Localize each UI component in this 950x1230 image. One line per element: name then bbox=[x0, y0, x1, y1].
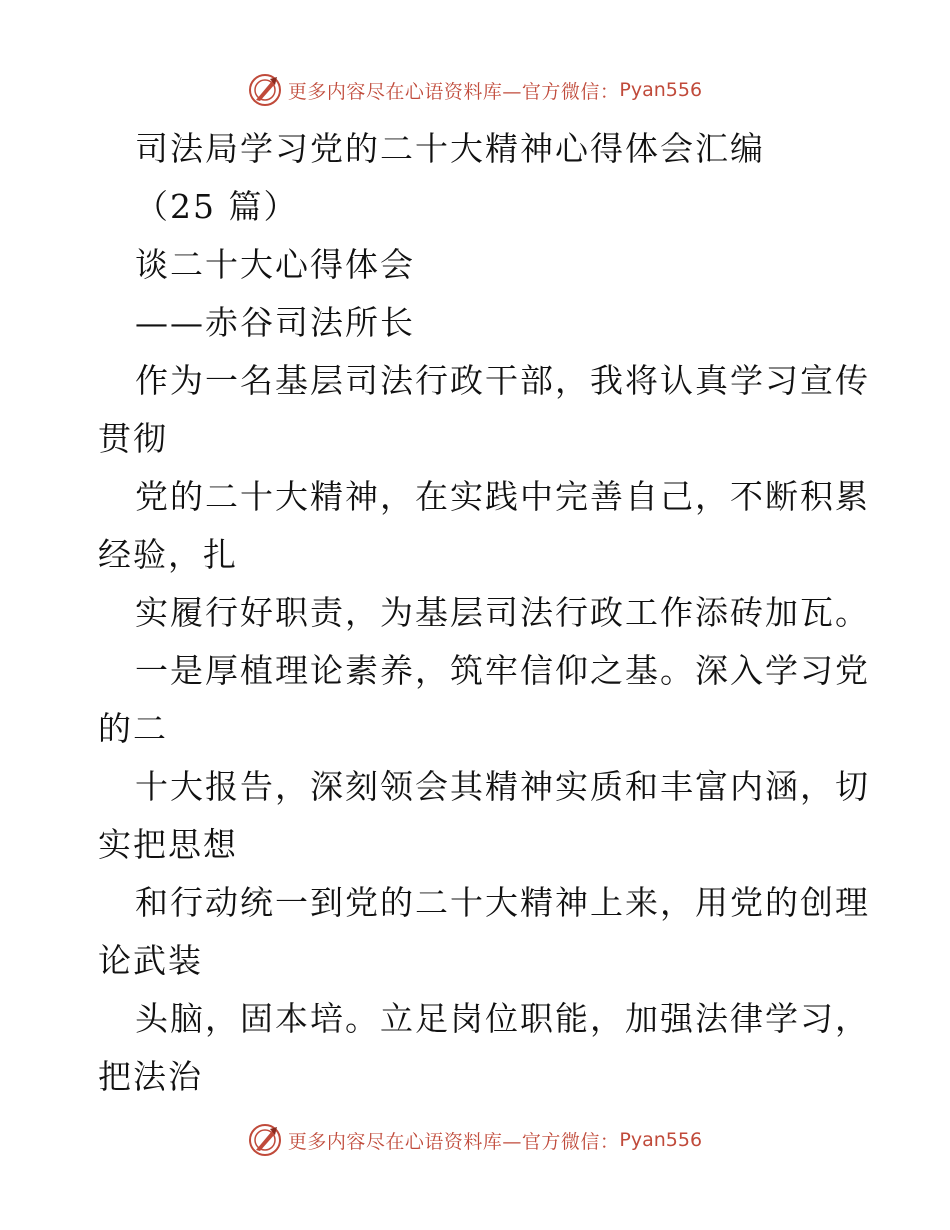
paragraph-line: 头脑，固本培。立足岗位职能，加强法律学习， bbox=[135, 999, 870, 1038]
paragraph-line: 贯彻 bbox=[98, 419, 168, 458]
paragraph-line: 论武装 bbox=[98, 941, 203, 980]
paragraph-line: 实履行好职责，为基层司法行政工作添砖加瓦。 bbox=[135, 593, 870, 632]
watermark-wechat-id: Pyan556 bbox=[619, 79, 703, 101]
section-heading: 谈二十大心得体会 bbox=[135, 245, 415, 284]
watermark-text: 更多内容尽在心语资料库—官方微信： bbox=[287, 80, 620, 103]
paragraph-line: 经验，扎 bbox=[98, 535, 238, 574]
watermark-banner-bottom bbox=[0, 1120, 950, 1160]
paragraph-line: 和行动统一到党的二十大精神上来，用党的创理 bbox=[135, 883, 870, 922]
paragraph-line: 党的二十大精神，在实践中完善自己，不断积累 bbox=[135, 477, 870, 516]
quill-logo-icon bbox=[248, 73, 282, 107]
quill-logo-icon bbox=[248, 1123, 282, 1157]
section-author: ——赤谷司法所长 bbox=[135, 303, 415, 342]
watermark-banner-top bbox=[0, 70, 950, 110]
paragraph-line: 一是厚植理论素养，筑牢信仰之基。深入学习党 bbox=[135, 651, 870, 690]
paragraph-line: 作为一名基层司法行政干部，我将认真学习宣传 bbox=[135, 361, 870, 400]
document-body bbox=[0, 120, 950, 1106]
paragraph-line: 把法治 bbox=[98, 1057, 203, 1096]
watermark-text: 更多内容尽在心语资料库—官方微信： bbox=[287, 1130, 620, 1153]
document-subtitle: （25 篇） bbox=[135, 187, 299, 226]
paragraph-line: 实把思想 bbox=[98, 825, 238, 864]
watermark-wechat-id: Pyan556 bbox=[619, 1129, 703, 1151]
paragraph-line: 十大报告，深刻领会其精神实质和丰富内涵，切 bbox=[135, 767, 870, 806]
paragraph-line: 的二 bbox=[98, 709, 168, 748]
document-title: 司法局学习党的二十大精神心得体会汇编 bbox=[135, 129, 765, 168]
